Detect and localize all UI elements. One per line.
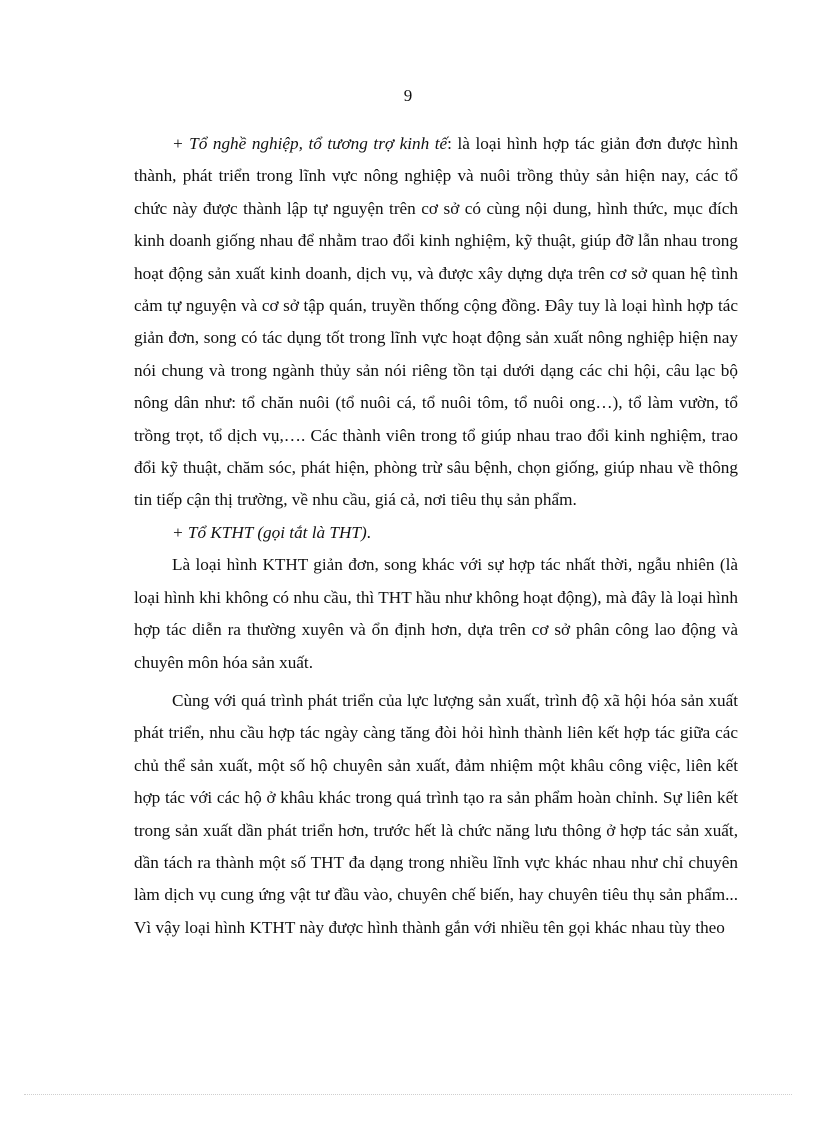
page-bottom-divider — [24, 1094, 792, 1095]
paragraph-text: : là loại hình hợp tác giản đơn được hình thành, phát triển trong lĩnh vực nông nghiệp và nuôi trồng thủy sản hiện nay, các tổ chức này được thành lập tự nguyện trên cơ sở có cùng nội dung, hình thức, mục đích kinh doanh giống nhau để nhằm trao đổi kinh nghiệm, kỹ thuật, giúp đỡ lẫn nhau trong hoạt động sản xuất kinh doanh, dịch vụ, và được xây dựng dựa trên cơ sở quan hệ tình cảm tự nguyện và cơ sở tập quán, truyền thống cộng đồng. Đây tuy là loại hình hợp tác giản đơn, song có tác dụng tốt trong lĩnh vực hoạt động sản xuất nông nghiệp hiện nay nói chung và trong ngành thủy sản nói riêng tồn tại dưới dạng các chi hội, câu lạc bộ nông dân như: tổ chăn nuôi (tổ nuôi cá, tổ nuôi tôm, tổ nuôi ong…), tổ làm vườn, tổ trồng trọt, tổ dịch vụ,…. Các thành viên trong tổ giúp nhau trao đổi kinh nghiệm, trao đổi kỹ thuật, chăm sóc, phát hiện, phòng trừ sâu bệnh, chọn giống, giúp nhau về thông tin tiếp cận thị trường, về nhu cầu, giá cả, nơi tiêu thụ sản phẩm. — [134, 134, 739, 510]
paragraph-text: Là loại hình KTHT giản đơn, song khác với sự hợp tác nhất thời, ngẫu nhiên (là loại hình khi không có nhu cầu, thì THT hầu như không hoạt động), mà đây là loại hình hợp tác diễn ra thường xuyên và ổn định hơn, dựa trên cơ sở phân công lao động và chuyên môn hóa sản xuất. — [134, 555, 738, 672]
paragraph-ktht-gian-don — [134, 549, 738, 679]
paragraph-to-ktht — [134, 517, 738, 549]
paragraph-heading-italic: + Tổ nghề nghiệp, tổ tương trợ kinh tế — [172, 134, 448, 153]
paragraph-cung-voi-qua-trinh — [134, 685, 738, 944]
paragraph-text: Cùng với quá trình phát triển của lực lượng sản xuất, trình độ xã hội hóa sản xuất phát triển, nhu cầu hợp tác ngày càng tăng đòi hỏi hình thành liên kết hợp tác giữa các chủ thể sản xuất, một số hộ chuyên sản xuất, đảm nhiệm một khâu công việc, liên kết hợp tác với các hộ ở khâu khác trong quá trình tạo ra sản phẩm hoàn chỉnh. Sự liên kết trong sản xuất dần phát triển hơn, trước hết là chức năng lưu thông ở hợp tác sản xuất, dần tách ra thành một số THT đa dạng trong nhiều lĩnh vực khác nhau như chỉ chuyên làm dịch vụ cung ứng vật tư đầu vào, chuyên chế biến, hay chuyên tiêu thụ sản phẩm... Vì vậy loại hình KTHT này được hình thành gắn với nhiều tên gọi khác nhau tùy theo — [134, 690, 738, 937]
paragraph-heading-italic: + Tổ KTHT (gọi tắt là THT) — [172, 522, 367, 542]
paragraph-text: . — [366, 522, 371, 542]
page-number: 9 — [403, 86, 413, 105]
paragraph-to-nghe-nghiep — [134, 128, 738, 517]
document-body — [134, 128, 738, 944]
